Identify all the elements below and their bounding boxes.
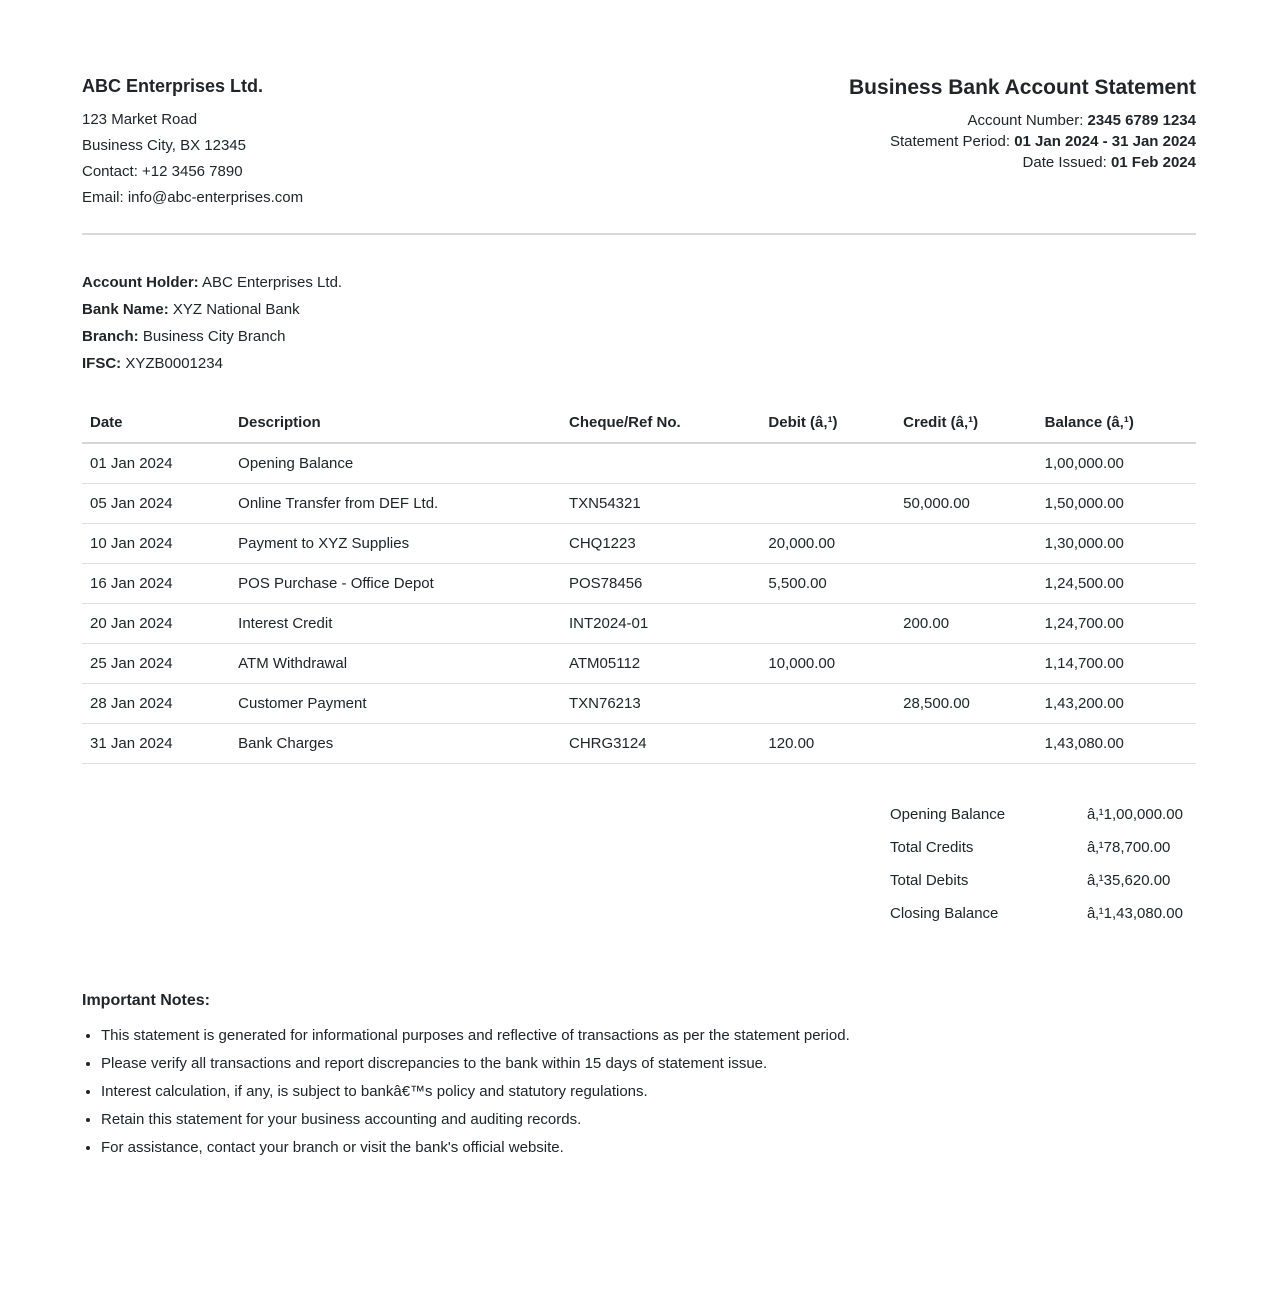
branch-line bbox=[82, 323, 1196, 350]
ifsc-value: XYZB0001234 bbox=[125, 355, 223, 372]
account-holder-label: Account Holder: bbox=[82, 274, 199, 291]
cell-balance: 1,43,080.00 bbox=[1037, 724, 1196, 764]
cell-date: 16 Jan 2024 bbox=[82, 564, 230, 604]
company-block bbox=[82, 76, 303, 211]
cell-ref: TXN76213 bbox=[561, 684, 760, 724]
notes-section bbox=[82, 992, 1196, 1158]
summary-row-total-debits bbox=[890, 864, 1196, 897]
cell-description: Customer Payment bbox=[230, 684, 561, 724]
cell-balance: 1,43,200.00 bbox=[1037, 684, 1196, 724]
header-description: Description bbox=[230, 403, 561, 443]
date-issued-line bbox=[849, 152, 1196, 173]
transactions-table-head bbox=[82, 403, 1196, 443]
cell-date: 20 Jan 2024 bbox=[82, 604, 230, 644]
cell-credit bbox=[895, 524, 1036, 564]
transactions-table-body bbox=[82, 443, 1196, 764]
cell-description: Payment to XYZ Supplies bbox=[230, 524, 561, 564]
note-item: • Retain this statement for your business accounting and auditing records. bbox=[101, 1110, 1196, 1130]
cell-date: 01 Jan 2024 bbox=[82, 443, 230, 484]
cell-description: Interest Credit bbox=[230, 604, 561, 644]
header-credit: Credit (â‚¹) bbox=[895, 403, 1036, 443]
summary-label: Closing Balance bbox=[890, 905, 999, 922]
branch-value: Business City Branch bbox=[142, 328, 286, 345]
cell-date: 31 Jan 2024 bbox=[82, 724, 230, 764]
cell-credit: 50,000.00 bbox=[895, 484, 1036, 524]
bank-name-label: Bank Name: bbox=[82, 301, 169, 318]
cell-description: Bank Charges bbox=[230, 724, 561, 764]
cell-debit: 10,000.00 bbox=[760, 644, 895, 684]
company-address-line1: 123 Market Road bbox=[82, 111, 198, 128]
table-row bbox=[82, 484, 1196, 524]
notes-title: Important Notes: bbox=[82, 992, 210, 1009]
ifsc-line bbox=[82, 350, 1196, 377]
summary-value: â‚¹1,00,000.00 bbox=[1087, 806, 1183, 823]
note-item: • Please verify all transactions and report discrepancies to the bank within 15 days of statement issue. bbox=[101, 1054, 1196, 1074]
cell-credit bbox=[895, 644, 1036, 684]
cell-debit bbox=[760, 684, 895, 724]
summary-value: â‚¹78,700.00 bbox=[1087, 839, 1171, 856]
header-debit: Debit (â‚¹) bbox=[760, 403, 895, 443]
note-item: • For assistance, contact your branch or visit the bank's official website. bbox=[101, 1138, 1196, 1158]
summary-value: â‚¹1,43,080.00 bbox=[1087, 905, 1183, 922]
cell-debit: 120.00 bbox=[760, 724, 895, 764]
cell-description: Opening Balance bbox=[230, 443, 561, 484]
cell-balance: 1,24,500.00 bbox=[1037, 564, 1196, 604]
summary-value: â‚¹35,620.00 bbox=[1087, 872, 1171, 889]
account-holder-value: ABC Enterprises Ltd. bbox=[202, 274, 343, 291]
account-number-line bbox=[849, 110, 1196, 131]
statement-period-label: Statement Period: bbox=[889, 133, 1011, 150]
summary-section bbox=[890, 798, 1196, 930]
cell-credit bbox=[895, 724, 1036, 764]
cell-description: ATM Withdrawal bbox=[230, 644, 561, 684]
cell-balance: 1,24,700.00 bbox=[1037, 604, 1196, 644]
statement-meta-block bbox=[849, 76, 1196, 173]
cell-ref: TXN54321 bbox=[561, 484, 760, 524]
table-row bbox=[82, 564, 1196, 604]
statement-period-value: 01 Jan 2024 - 31 Jan 2024 bbox=[1014, 133, 1196, 150]
cell-balance: 1,30,000.00 bbox=[1037, 524, 1196, 564]
account-holder-line bbox=[82, 269, 1196, 296]
cell-debit bbox=[760, 484, 895, 524]
transactions-table bbox=[82, 403, 1196, 764]
table-row bbox=[82, 684, 1196, 724]
bank-name-line bbox=[82, 296, 1196, 323]
summary-label: Total Credits bbox=[890, 839, 974, 856]
summary-row-total-credits bbox=[890, 831, 1196, 864]
cell-debit: 5,500.00 bbox=[760, 564, 895, 604]
branch-label: Branch: bbox=[82, 328, 139, 345]
bank-name-value: XYZ National Bank bbox=[172, 301, 300, 318]
table-row bbox=[82, 644, 1196, 684]
cell-date: 05 Jan 2024 bbox=[82, 484, 230, 524]
table-header-row bbox=[82, 403, 1196, 443]
note-item: • Interest calculation, if any, is subject to bankâ€™s policy and statutory regulations. bbox=[101, 1082, 1196, 1102]
header-ref: Cheque/Ref No. bbox=[561, 403, 760, 443]
table-row bbox=[82, 724, 1196, 764]
table-row bbox=[82, 604, 1196, 644]
header-divider bbox=[82, 233, 1196, 235]
header-balance: Balance (â‚¹) bbox=[1037, 403, 1196, 443]
table-row bbox=[82, 524, 1196, 564]
summary-row-opening-balance bbox=[890, 798, 1196, 831]
cell-credit: 28,500.00 bbox=[895, 684, 1036, 724]
summary-row-closing-balance bbox=[890, 897, 1196, 930]
cell-date: 28 Jan 2024 bbox=[82, 684, 230, 724]
cell-credit: 200.00 bbox=[895, 604, 1036, 644]
cell-date: 10 Jan 2024 bbox=[82, 524, 230, 564]
date-issued-value: 01 Feb 2024 bbox=[1110, 154, 1196, 171]
cell-date: 25 Jan 2024 bbox=[82, 644, 230, 684]
cell-ref: INT2024-01 bbox=[561, 604, 760, 644]
company-email: Email: info@abc-enterprises.com bbox=[82, 189, 304, 206]
cell-debit: 20,000.00 bbox=[760, 524, 895, 564]
statement-period-line bbox=[849, 131, 1196, 152]
account-number-value: 2345 6789 1234 bbox=[1087, 112, 1196, 129]
cell-description: Online Transfer from DEF Ltd. bbox=[230, 484, 561, 524]
cell-balance: 1,50,000.00 bbox=[1037, 484, 1196, 524]
header-date: Date bbox=[82, 403, 230, 443]
cell-credit bbox=[895, 443, 1036, 484]
notes-list bbox=[82, 1026, 1196, 1158]
cell-description: POS Purchase - Office Depot bbox=[230, 564, 561, 604]
account-info-section bbox=[82, 269, 1196, 377]
cell-ref bbox=[561, 443, 760, 484]
ifsc-label: IFSC: bbox=[82, 355, 122, 372]
company-name: ABC Enterprises Ltd. bbox=[82, 76, 264, 96]
date-issued-label: Date Issued: bbox=[1022, 154, 1107, 171]
cell-balance: 1,00,000.00 bbox=[1037, 443, 1196, 484]
cell-balance: 1,14,700.00 bbox=[1037, 644, 1196, 684]
table-row bbox=[82, 443, 1196, 484]
cell-ref: POS78456 bbox=[561, 564, 760, 604]
note-item: • This statement is generated for informational purposes and reflective of transactions as per the statement period. bbox=[101, 1026, 1196, 1046]
cell-ref: CHQ1223 bbox=[561, 524, 760, 564]
page-header bbox=[82, 76, 1196, 211]
summary-label: Total Debits bbox=[890, 872, 969, 889]
company-contact: Contact: +12 3456 7890 bbox=[82, 163, 243, 180]
cell-ref: CHRG3124 bbox=[561, 724, 760, 764]
statement-title: Business Bank Account Statement bbox=[849, 76, 1196, 99]
summary-label: Opening Balance bbox=[890, 806, 1006, 823]
cell-credit bbox=[895, 564, 1036, 604]
cell-debit bbox=[760, 604, 895, 644]
account-number-label: Account Number: bbox=[967, 112, 1084, 129]
company-address-line2: Business City, BX 12345 bbox=[82, 137, 246, 154]
cell-ref: ATM05112 bbox=[561, 644, 760, 684]
cell-debit bbox=[760, 443, 895, 484]
